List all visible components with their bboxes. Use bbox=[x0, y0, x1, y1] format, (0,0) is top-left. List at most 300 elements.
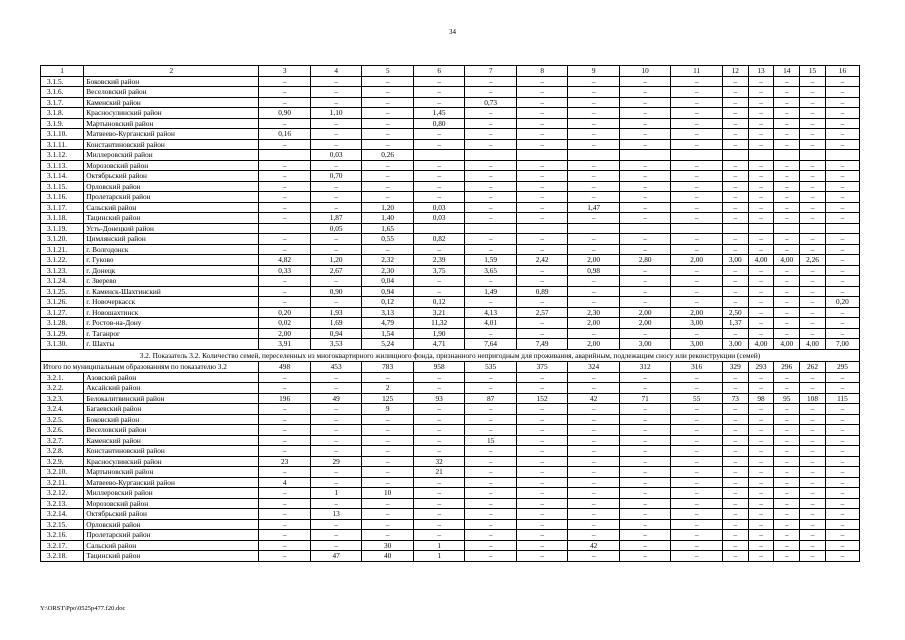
column-header: 10 bbox=[619, 66, 671, 77]
table-cell: 3.1.21. bbox=[41, 244, 84, 255]
table-row bbox=[41, 255, 860, 266]
table-cell: – bbox=[671, 265, 723, 276]
table-cell: 55 bbox=[671, 393, 723, 404]
table-cell: – bbox=[619, 276, 671, 287]
table-cell: – bbox=[619, 509, 671, 520]
table-cell: – bbox=[465, 160, 517, 171]
table-cell: – bbox=[619, 244, 671, 255]
table-cell: 0,55 bbox=[362, 234, 414, 245]
table-cell: – bbox=[568, 383, 620, 394]
table-cell: – bbox=[413, 192, 465, 203]
column-header: 8 bbox=[516, 66, 568, 77]
table-cell: 2,42 bbox=[516, 255, 568, 266]
table-cell: – bbox=[310, 202, 362, 213]
table-cell: Миллеровский район bbox=[84, 150, 259, 161]
table-cell: – bbox=[619, 519, 671, 530]
table-cell: 2,00 bbox=[619, 318, 671, 329]
table-cell: – bbox=[825, 87, 859, 98]
table-cell: – bbox=[259, 276, 311, 287]
table-row bbox=[41, 192, 860, 203]
table-cell: – bbox=[825, 255, 859, 266]
table-cell: – bbox=[722, 488, 748, 499]
table-cell: – bbox=[516, 530, 568, 541]
table-cell: – bbox=[310, 234, 362, 245]
table-row bbox=[41, 213, 860, 224]
table-cell: 95 bbox=[774, 393, 800, 404]
table-cell: 3.1.16. bbox=[41, 192, 84, 203]
table-cell: – bbox=[722, 87, 748, 98]
table-cell: – bbox=[413, 446, 465, 457]
total-label: Итого по муниципальным образованиям по показателю 3.2 bbox=[41, 362, 259, 373]
table-cell: – bbox=[800, 76, 826, 87]
table-cell: – bbox=[825, 519, 859, 530]
table-cell: – bbox=[413, 425, 465, 436]
table-cell: – bbox=[825, 286, 859, 297]
table-row bbox=[41, 202, 860, 213]
table-cell: – bbox=[722, 467, 748, 478]
table-cell: 0,90 bbox=[259, 108, 311, 119]
table-cell: 87 bbox=[465, 393, 517, 404]
table-cell: – bbox=[568, 519, 620, 530]
table-cell: – bbox=[516, 192, 568, 203]
table-cell: 5,24 bbox=[362, 339, 414, 350]
table-cell: 1,40 bbox=[362, 213, 414, 224]
table-cell: 3.2.18. bbox=[41, 551, 84, 562]
table-cell: – bbox=[259, 383, 311, 394]
table-cell: – bbox=[825, 244, 859, 255]
table-cell: – bbox=[568, 467, 620, 478]
table-cell: – bbox=[516, 318, 568, 329]
table-cell: – bbox=[362, 118, 414, 129]
table-cell: – bbox=[259, 97, 311, 108]
table-cell: – bbox=[722, 498, 748, 509]
table-cell: – bbox=[748, 202, 774, 213]
table-cell bbox=[516, 223, 568, 234]
table-cell: Красносулинский район bbox=[84, 108, 259, 119]
table-row bbox=[41, 404, 860, 415]
table-cell: 3.1.27. bbox=[41, 307, 84, 318]
table-cell: – bbox=[774, 498, 800, 509]
table-cell: – bbox=[465, 213, 517, 224]
table-cell: – bbox=[671, 467, 723, 478]
table-cell: – bbox=[259, 244, 311, 255]
table-cell: – bbox=[568, 213, 620, 224]
table-cell: – bbox=[774, 551, 800, 562]
table-cell: – bbox=[362, 244, 414, 255]
table-cell: – bbox=[413, 97, 465, 108]
table-cell: – bbox=[800, 318, 826, 329]
table-cell: – bbox=[259, 530, 311, 541]
table-cell: – bbox=[413, 244, 465, 255]
table-cell: – bbox=[259, 234, 311, 245]
table-cell: – bbox=[568, 551, 620, 562]
table-cell: – bbox=[748, 76, 774, 87]
table-cell: – bbox=[516, 76, 568, 87]
table-cell: – bbox=[465, 118, 517, 129]
table-cell bbox=[413, 223, 465, 234]
table-cell: – bbox=[722, 509, 748, 520]
table-cell: 1,69 bbox=[310, 318, 362, 329]
table-cell: – bbox=[748, 118, 774, 129]
table-cell bbox=[671, 223, 723, 234]
table-cell: – bbox=[465, 498, 517, 509]
table-cell: – bbox=[671, 509, 723, 520]
table-cell: 4,79 bbox=[362, 318, 414, 329]
table-cell: – bbox=[259, 467, 311, 478]
table-cell: Орловский район bbox=[84, 181, 259, 192]
table-cell: – bbox=[310, 446, 362, 457]
table-cell: – bbox=[671, 87, 723, 98]
table-cell: – bbox=[722, 328, 748, 339]
table-cell: 3.2.9. bbox=[41, 456, 84, 467]
table-cell: – bbox=[671, 383, 723, 394]
table-cell: – bbox=[516, 297, 568, 308]
table-cell: – bbox=[748, 276, 774, 287]
table-cell: – bbox=[465, 404, 517, 415]
table-cell: – bbox=[774, 404, 800, 415]
table-cell: – bbox=[362, 87, 414, 98]
table-cell: – bbox=[413, 160, 465, 171]
table-cell: – bbox=[748, 530, 774, 541]
table-cell: – bbox=[568, 372, 620, 383]
table-row bbox=[41, 265, 860, 276]
table-cell: – bbox=[825, 76, 859, 87]
table-cell: 0,04 bbox=[362, 276, 414, 287]
table-cell: 3.2.17. bbox=[41, 540, 84, 551]
column-header: 5 bbox=[362, 66, 414, 77]
table-cell: – bbox=[748, 488, 774, 499]
table-cell: – bbox=[722, 118, 748, 129]
table-cell: 0,73 bbox=[465, 97, 517, 108]
section-row bbox=[41, 349, 860, 362]
table-cell: 3.1.18. bbox=[41, 213, 84, 224]
column-header: 11 bbox=[671, 66, 723, 77]
table-cell: – bbox=[671, 213, 723, 224]
table-cell: 3.2.4. bbox=[41, 404, 84, 415]
table-row bbox=[41, 488, 860, 499]
table-cell: – bbox=[568, 425, 620, 436]
table-cell: 2,00 bbox=[259, 328, 311, 339]
table-cell: 32 bbox=[413, 456, 465, 467]
table-cell: Пролетарский район bbox=[84, 192, 259, 203]
table-cell: – bbox=[619, 129, 671, 140]
table-cell: 0,03 bbox=[413, 202, 465, 213]
table-cell: – bbox=[671, 519, 723, 530]
table-cell: 0,33 bbox=[259, 265, 311, 276]
table-cell: – bbox=[568, 139, 620, 150]
table-cell: – bbox=[568, 276, 620, 287]
table-cell: – bbox=[748, 372, 774, 383]
table-cell: Мартыновский район bbox=[84, 118, 259, 129]
table-cell: 3.1.14. bbox=[41, 171, 84, 182]
table-cell: – bbox=[825, 118, 859, 129]
table-cell: – bbox=[619, 286, 671, 297]
table-cell: – bbox=[465, 276, 517, 287]
table-cell: – bbox=[516, 488, 568, 499]
column-header: 9 bbox=[568, 66, 620, 77]
table-cell: – bbox=[825, 425, 859, 436]
table-cell: – bbox=[619, 97, 671, 108]
table-cell: 4,71 bbox=[413, 339, 465, 350]
table-cell: Орловский район bbox=[84, 519, 259, 530]
table-cell: – bbox=[774, 425, 800, 436]
column-header: 4 bbox=[310, 66, 362, 77]
table-cell: – bbox=[825, 213, 859, 224]
table-cell: 3.2.1. bbox=[41, 372, 84, 383]
table-cell: Тацинский район bbox=[84, 213, 259, 224]
table-cell: – bbox=[362, 414, 414, 425]
table-cell: – bbox=[722, 265, 748, 276]
table-cell: – bbox=[671, 446, 723, 457]
table-row bbox=[41, 234, 860, 245]
table-cell: г. Гуково bbox=[84, 255, 259, 266]
table-cell: – bbox=[748, 404, 774, 415]
table-cell: 15 bbox=[465, 435, 517, 446]
table-cell: 3.2.11. bbox=[41, 477, 84, 488]
table-cell: – bbox=[413, 181, 465, 192]
table-cell: – bbox=[800, 244, 826, 255]
table-cell: г. Донецк bbox=[84, 265, 259, 276]
table-cell: Усть-Донецкий район bbox=[84, 223, 259, 234]
table-cell: – bbox=[568, 181, 620, 192]
table-cell: 3,75 bbox=[413, 265, 465, 276]
table-cell: – bbox=[568, 76, 620, 87]
table-cell: – bbox=[465, 244, 517, 255]
table-cell: 3.2.14. bbox=[41, 509, 84, 520]
table-cell: – bbox=[722, 540, 748, 551]
table-cell: – bbox=[362, 519, 414, 530]
table-cell: – bbox=[748, 129, 774, 140]
table-cell: 2,39 bbox=[413, 255, 465, 266]
table-cell: – bbox=[671, 244, 723, 255]
table-cell: 3.2.13. bbox=[41, 498, 84, 509]
table-cell: Морозовский район bbox=[84, 498, 259, 509]
table-row bbox=[41, 297, 860, 308]
table-cell: 30 bbox=[362, 540, 414, 551]
table-cell: – bbox=[516, 87, 568, 98]
table-cell: – bbox=[516, 129, 568, 140]
table-row bbox=[41, 393, 860, 404]
table-cell: – bbox=[671, 160, 723, 171]
table-cell: – bbox=[259, 286, 311, 297]
table-cell bbox=[774, 150, 800, 161]
table-cell: 0,94 bbox=[362, 286, 414, 297]
table-cell: 3.1.22. bbox=[41, 255, 84, 266]
table-cell: 42 bbox=[568, 540, 620, 551]
table-cell: – bbox=[671, 108, 723, 119]
table-cell: Цимлянский район bbox=[84, 234, 259, 245]
table-cell: – bbox=[774, 213, 800, 224]
table-cell: – bbox=[516, 519, 568, 530]
table-cell: – bbox=[722, 181, 748, 192]
table-cell: – bbox=[465, 446, 517, 457]
table-cell: – bbox=[825, 202, 859, 213]
table-cell: 453 bbox=[310, 362, 362, 373]
table-cell: – bbox=[619, 202, 671, 213]
table-cell: – bbox=[362, 425, 414, 436]
table-row bbox=[41, 276, 860, 287]
table-cell: – bbox=[362, 372, 414, 383]
table-cell: 3.2.15. bbox=[41, 519, 84, 530]
table-cell: 73 bbox=[722, 393, 748, 404]
table-row bbox=[41, 456, 860, 467]
table-cell: – bbox=[671, 118, 723, 129]
table-cell: – bbox=[362, 171, 414, 182]
table-cell: г. Таганрог bbox=[84, 328, 259, 339]
table-cell: 312 bbox=[619, 362, 671, 373]
table-cell: 4,01 bbox=[465, 318, 517, 329]
table-cell: 7,64 bbox=[465, 339, 517, 350]
table-cell: Аксайский район bbox=[84, 383, 259, 394]
table-row bbox=[41, 108, 860, 119]
column-header: 6 bbox=[413, 66, 465, 77]
table-cell: 296 bbox=[774, 362, 800, 373]
table-row bbox=[41, 498, 860, 509]
table-cell: – bbox=[722, 286, 748, 297]
table-cell: – bbox=[671, 414, 723, 425]
table-cell: – bbox=[259, 425, 311, 436]
table-cell: Тацинский район bbox=[84, 551, 259, 562]
table-cell: – bbox=[774, 414, 800, 425]
table-cell: – bbox=[774, 160, 800, 171]
table-cell: 3.1.13. bbox=[41, 160, 84, 171]
table-cell: г. Каменск-Шахтинский bbox=[84, 286, 259, 297]
table-cell: – bbox=[259, 509, 311, 520]
table-cell: 2,57 bbox=[516, 307, 568, 318]
table-cell: – bbox=[568, 530, 620, 541]
table-cell: 3.1.10. bbox=[41, 129, 84, 140]
table-cell: – bbox=[259, 551, 311, 562]
table-cell: 2,00 bbox=[619, 307, 671, 318]
table-cell: 1,65 bbox=[362, 223, 414, 234]
table-cell: – bbox=[310, 297, 362, 308]
table-cell: – bbox=[774, 540, 800, 551]
table-cell: 3.1.28. bbox=[41, 318, 84, 329]
column-header: 15 bbox=[800, 66, 826, 77]
table-cell: – bbox=[722, 213, 748, 224]
table-cell: – bbox=[748, 477, 774, 488]
table-cell: – bbox=[671, 129, 723, 140]
table-cell: – bbox=[465, 87, 517, 98]
table-cell: 13 bbox=[310, 509, 362, 520]
table-cell: 2,00 bbox=[568, 339, 620, 350]
table-cell: Каменский район bbox=[84, 97, 259, 108]
table-cell: – bbox=[800, 265, 826, 276]
table-cell: – bbox=[465, 181, 517, 192]
table-cell: – bbox=[516, 108, 568, 119]
table-cell: – bbox=[619, 435, 671, 446]
table-cell: – bbox=[800, 383, 826, 394]
table-cell: – bbox=[516, 435, 568, 446]
table-cell: 498 bbox=[259, 362, 311, 373]
table-cell: – bbox=[748, 467, 774, 478]
table-cell: – bbox=[516, 276, 568, 287]
table-cell: – bbox=[516, 181, 568, 192]
table-cell: 152 bbox=[516, 393, 568, 404]
table-cell: 3.1.19. bbox=[41, 223, 84, 234]
table-cell: – bbox=[774, 171, 800, 182]
table-cell: – bbox=[465, 383, 517, 394]
table-cell: – bbox=[619, 139, 671, 150]
table-cell: Матвеево-Курганский район bbox=[84, 477, 259, 488]
table-cell: 375 bbox=[516, 362, 568, 373]
table-cell: – bbox=[825, 97, 859, 108]
table-cell: 3.1.7. bbox=[41, 97, 84, 108]
table-cell: – bbox=[516, 234, 568, 245]
table-cell: Матвеево-Курганский район bbox=[84, 129, 259, 140]
table-cell bbox=[568, 150, 620, 161]
table-cell: – bbox=[722, 456, 748, 467]
table-cell: – bbox=[310, 139, 362, 150]
table-cell: – bbox=[465, 108, 517, 119]
table-cell: 3.1.24. bbox=[41, 276, 84, 287]
total-row bbox=[41, 362, 860, 373]
table-cell: – bbox=[362, 509, 414, 520]
table-cell: г. Зверево bbox=[84, 276, 259, 287]
table-cell: – bbox=[310, 192, 362, 203]
table-cell: 0,02 bbox=[259, 318, 311, 329]
table-cell: – bbox=[748, 498, 774, 509]
table-cell: – bbox=[722, 372, 748, 383]
table-cell: 3.2.8. bbox=[41, 446, 84, 457]
table-cell: – bbox=[671, 435, 723, 446]
table-row bbox=[41, 540, 860, 551]
table-cell: г. Новошахтинск bbox=[84, 307, 259, 318]
table-cell: – bbox=[748, 318, 774, 329]
table-cell: – bbox=[748, 307, 774, 318]
table-cell: – bbox=[465, 425, 517, 436]
table-cell: – bbox=[310, 160, 362, 171]
table-cell: – bbox=[748, 192, 774, 203]
table-cell: – bbox=[362, 456, 414, 467]
table-cell: – bbox=[619, 87, 671, 98]
table-cell: 2,50 bbox=[722, 307, 748, 318]
table-cell: 295 bbox=[825, 362, 859, 373]
table-cell: – bbox=[774, 244, 800, 255]
table-cell: – bbox=[619, 160, 671, 171]
table-cell: – bbox=[748, 87, 774, 98]
table-cell: – bbox=[774, 456, 800, 467]
table-cell: 71 bbox=[619, 393, 671, 404]
table-cell: – bbox=[774, 97, 800, 108]
table-cell: 2,30 bbox=[568, 307, 620, 318]
table-cell: – bbox=[310, 383, 362, 394]
table-cell: – bbox=[568, 498, 620, 509]
table-cell: Сальский район bbox=[84, 202, 259, 213]
table-cell: – bbox=[516, 202, 568, 213]
table-cell: – bbox=[619, 404, 671, 415]
table-cell: – bbox=[465, 297, 517, 308]
table-row bbox=[41, 150, 860, 161]
table-cell: – bbox=[259, 118, 311, 129]
table-cell: 3.1.15. bbox=[41, 181, 84, 192]
table-cell: – bbox=[619, 383, 671, 394]
table-row bbox=[41, 477, 860, 488]
table-cell: – bbox=[259, 498, 311, 509]
table-cell: – bbox=[619, 181, 671, 192]
column-header: 7 bbox=[465, 66, 517, 77]
table-cell: – bbox=[619, 171, 671, 182]
table-cell: – bbox=[748, 234, 774, 245]
table-cell: – bbox=[516, 244, 568, 255]
table-cell: – bbox=[722, 519, 748, 530]
table-cell: – bbox=[671, 372, 723, 383]
table-cell: – bbox=[465, 328, 517, 339]
table-row bbox=[41, 339, 860, 350]
table-row bbox=[41, 318, 860, 329]
table-cell: – bbox=[310, 414, 362, 425]
table-cell: – bbox=[362, 160, 414, 171]
